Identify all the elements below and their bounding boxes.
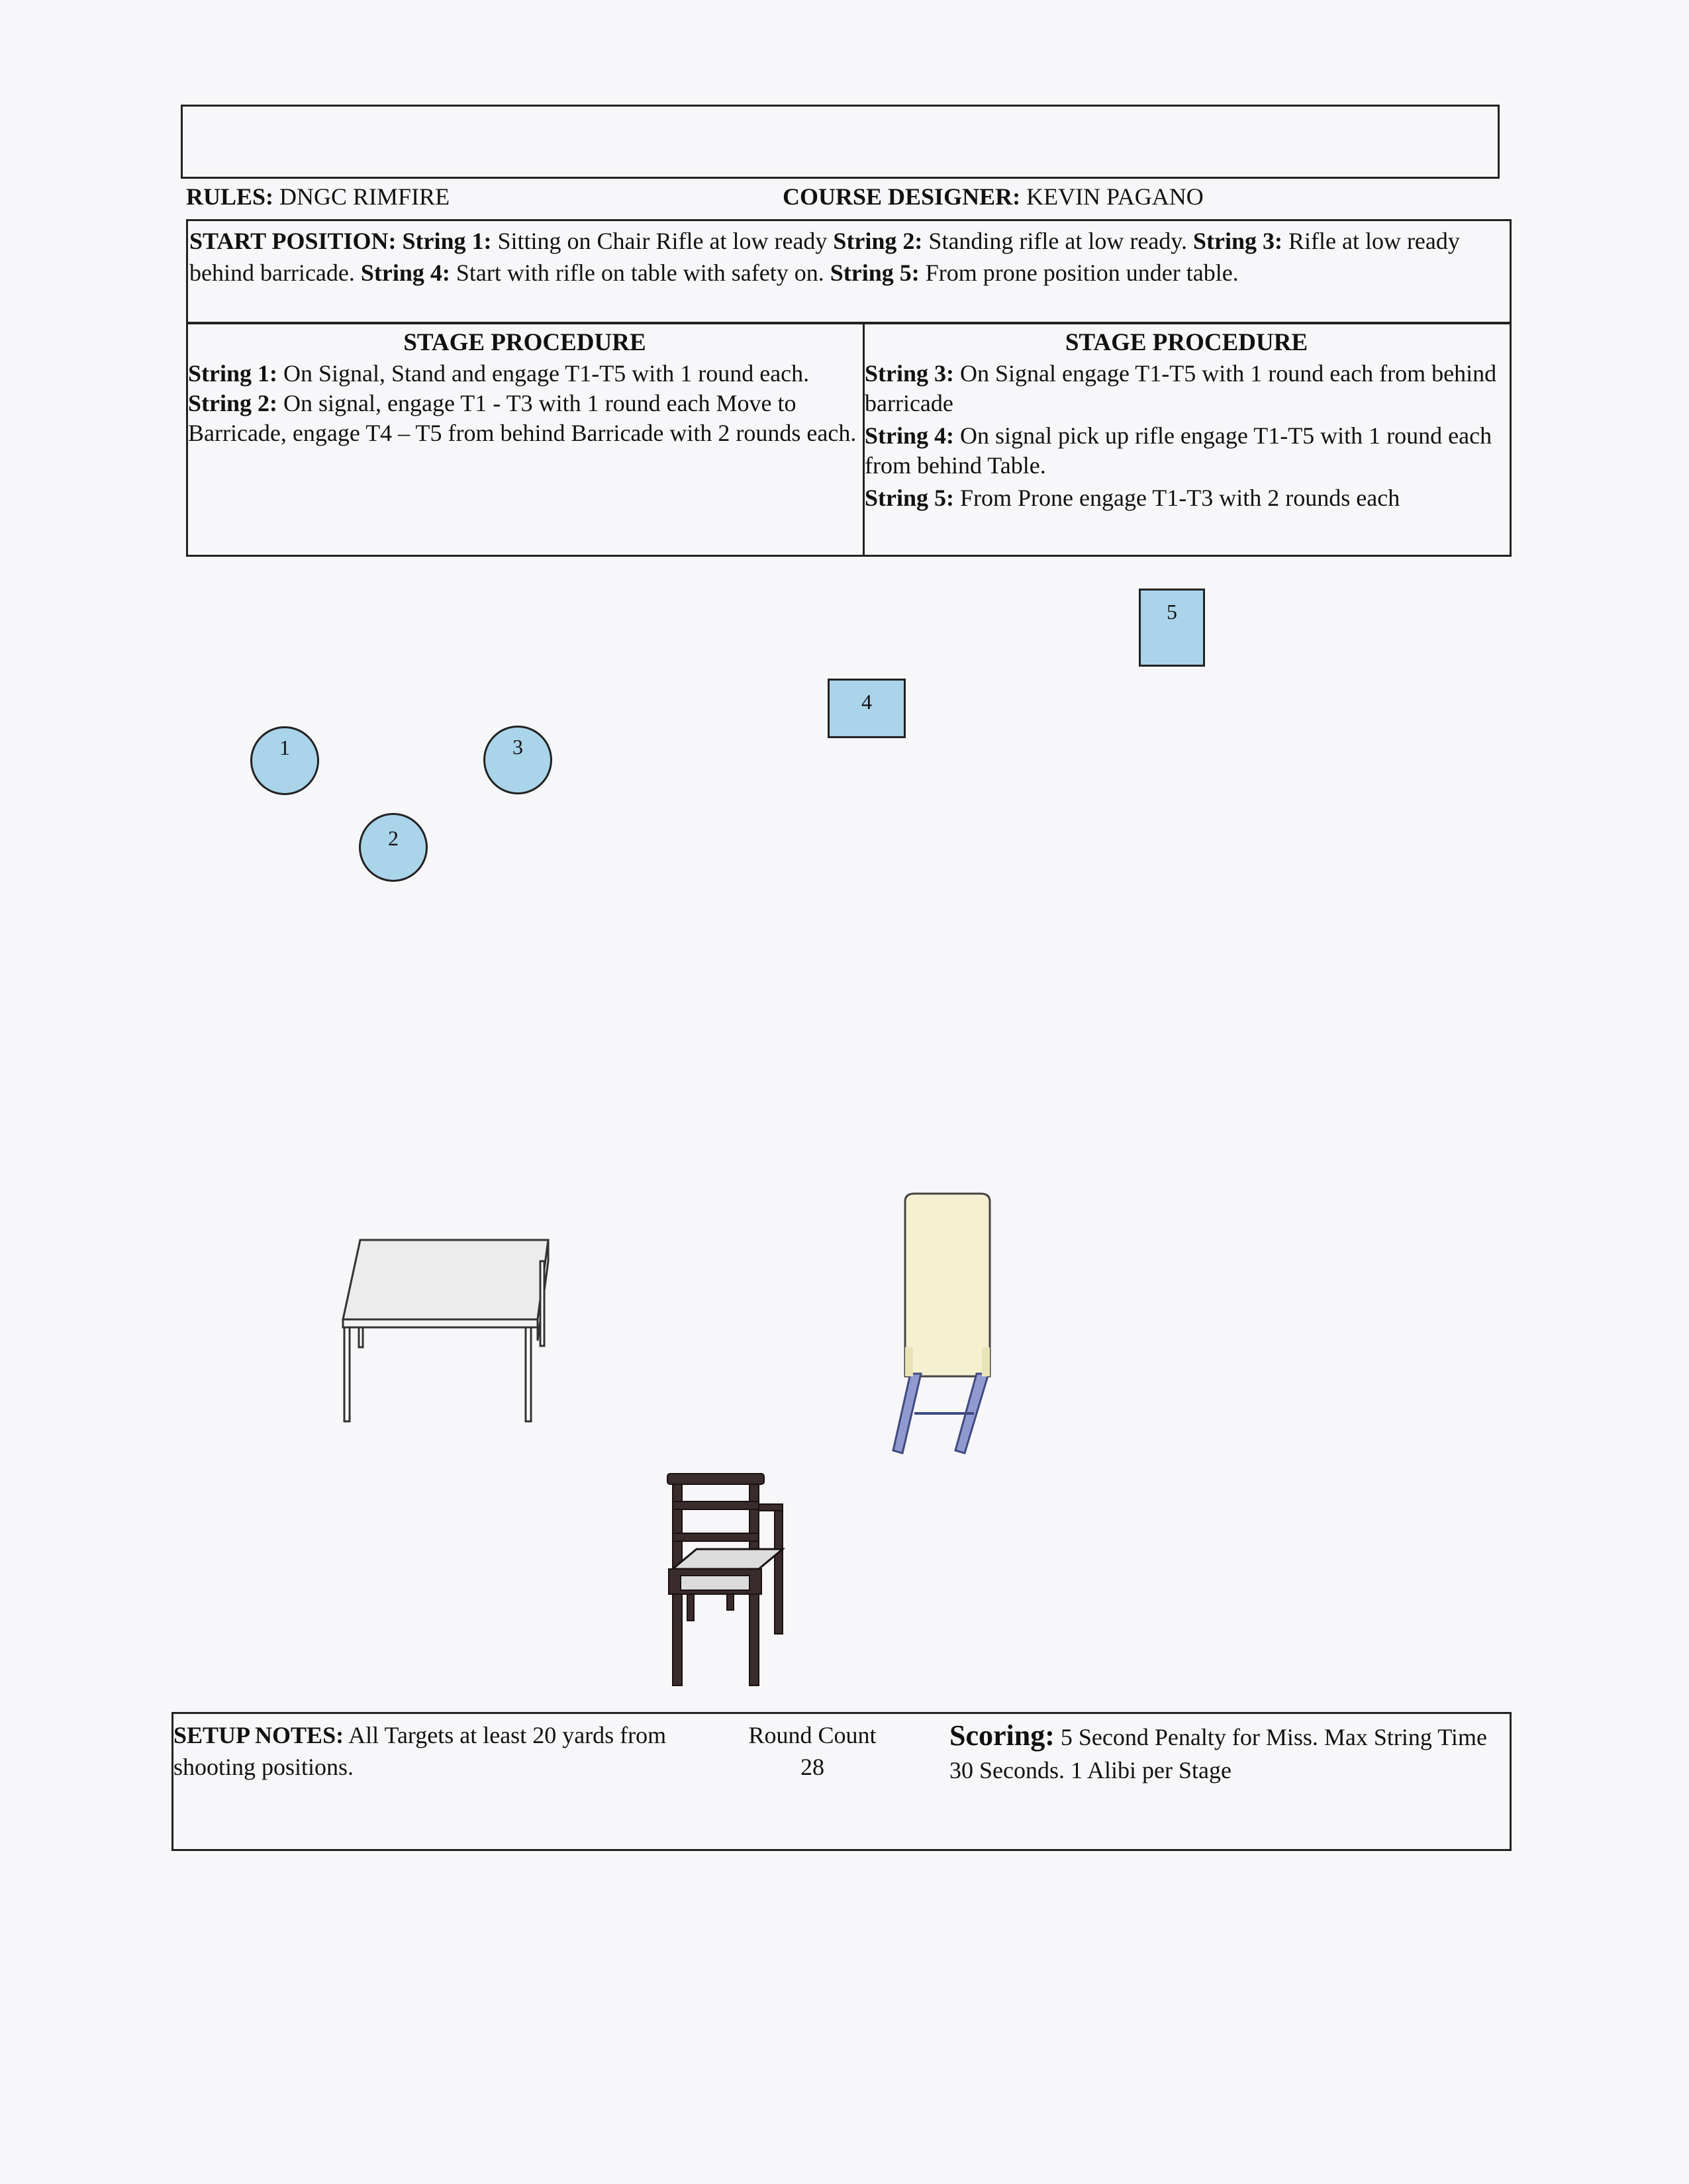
start-string-label: String 3: — [1192, 228, 1282, 254]
start-position-box — [186, 219, 1512, 324]
barricade-icon — [891, 1188, 1016, 1460]
start-string-text: Rifle at low ready behind barricade. — [189, 228, 1460, 286]
target-2 — [359, 813, 428, 882]
setup-notes-box — [171, 1712, 1512, 1851]
setup-notes-label: SETUP NOTES: — [173, 1722, 344, 1748]
stage-procedure-heading: STAGE PROCEDURE — [1065, 329, 1308, 356]
procedure-item — [865, 421, 1508, 481]
start-string-text: From prone position under table. — [925, 260, 1239, 286]
stage-procedure-box — [186, 322, 1512, 557]
setup-notes-text: All Targets at least 20 yards from shooting positions. — [173, 1722, 667, 1780]
target-number: 1 — [279, 736, 290, 759]
procedure-item-text: On signal pick up rifle engage T1-T5 with 1 round each from behind Table. — [865, 422, 1492, 479]
target-number: 3 — [512, 735, 523, 759]
procedure-item-text: From Prone engage T1-T3 with 2 rounds each — [960, 485, 1400, 511]
round-count — [730, 1719, 895, 1783]
designer-line — [783, 183, 1204, 211]
table-icon — [338, 1235, 556, 1427]
procedure-item-text: On Signal, Stand and engage T1-T5 with 1 round each. — [283, 360, 810, 387]
stage-procedure-heading: STAGE PROCEDURE — [403, 329, 646, 356]
start-string-label: String 2: — [833, 228, 923, 254]
round-count-value: 28 — [800, 1754, 824, 1780]
setup-notes — [173, 1719, 730, 1783]
start-string-text: Start with rifle on table with safety on. — [456, 260, 824, 286]
scoring — [949, 1719, 1506, 1787]
start-position-label: START POSITION: — [189, 228, 397, 254]
target-4 — [828, 679, 906, 738]
designer-label: COURSE DESIGNER: — [783, 183, 1021, 210]
start-string-text: Sitting on Chair Rifle at low ready — [497, 228, 828, 254]
stage-procedure-left — [188, 324, 865, 555]
procedure-item-label: String 2: — [188, 390, 277, 416]
procedure-item — [188, 389, 861, 448]
start-string-label: String 4: — [360, 260, 450, 286]
rules-label: RULES: — [186, 183, 274, 210]
rules-line — [186, 183, 450, 211]
procedure-item — [865, 483, 1508, 513]
target-number: 5 — [1167, 600, 1177, 624]
start-string-text: Standing rifle at low ready. — [928, 228, 1187, 254]
procedure-item-label: String 1: — [188, 360, 277, 387]
procedure-item-label: String 4: — [865, 422, 954, 449]
procedure-item-label: String 3: — [865, 360, 954, 387]
stage-procedure-right — [865, 324, 1510, 555]
rules-value: DNGC RIMFIRE — [279, 183, 450, 210]
stage-title-box — [181, 105, 1500, 179]
chair-icon — [663, 1470, 796, 1688]
scoring-label: Scoring: — [949, 1719, 1055, 1752]
procedure-item — [865, 359, 1508, 418]
scoring-text: 5 Second Penalty for Miss. Max String Time 30 Seconds. 1 Alibi per Stage — [949, 1724, 1487, 1783]
procedure-item-text: On Signal engage T1-T5 with 1 round each from behind barricade — [865, 360, 1497, 416]
target-number: 2 — [388, 826, 399, 850]
target-3 — [483, 726, 552, 794]
target-5 — [1139, 589, 1205, 667]
start-string-label: String 5: — [830, 260, 920, 286]
target-1 — [250, 726, 319, 795]
round-count-label: Round Count — [748, 1722, 877, 1748]
procedure-item-text: On signal, engage T1 - T3 with 1 round each Move to Barricade, engage T4 – T5 from behind Barricade with 2 rounds each. — [188, 390, 857, 446]
procedure-item-label: String 5: — [865, 485, 954, 511]
start-string-label: String 1: — [402, 228, 492, 254]
target-number: 4 — [861, 690, 872, 714]
procedure-item — [188, 359, 861, 389]
designer-value: KEVIN PAGANO — [1026, 183, 1204, 210]
